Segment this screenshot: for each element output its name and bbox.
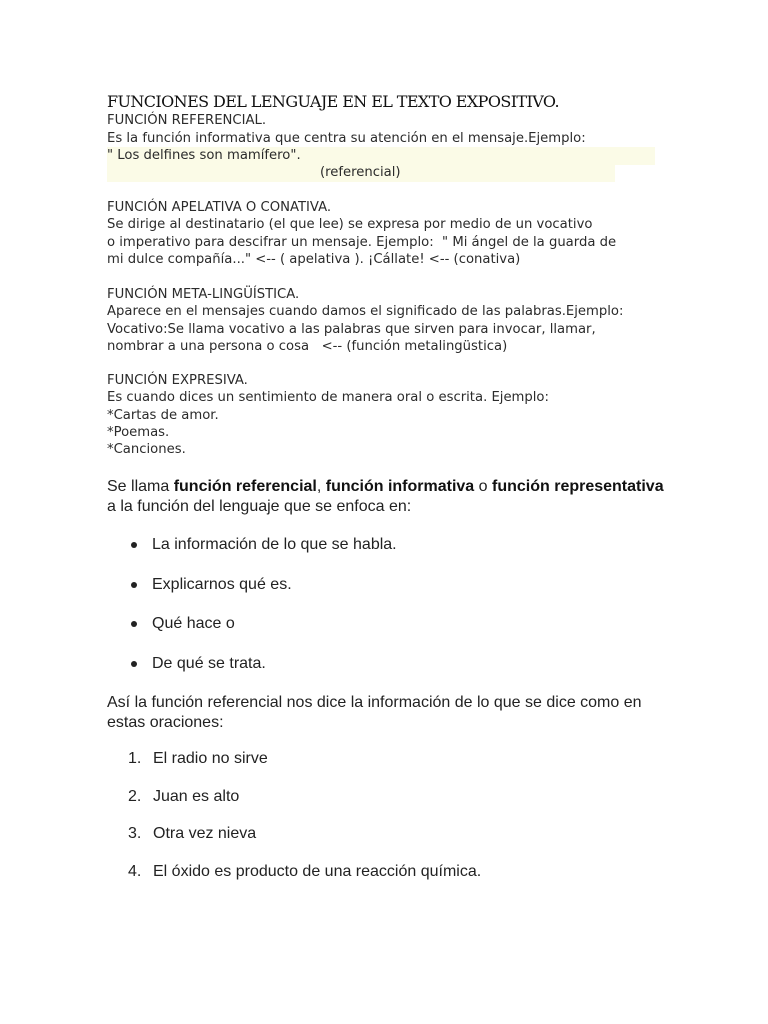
apelativa-line-2: o imperativo para descifrar un mensaje. Ejemplo: " Mi ángel de la guarda de <box>107 235 617 250</box>
metalinguistica-heading: FUNCIÓN META-LINGÜÍSTICA. <box>107 287 300 302</box>
list-item-text: Explicarnos qué es. <box>152 576 292 593</box>
intro-text-4: a la función del lenguaje que se enfoca en: <box>107 498 412 515</box>
apelativa-line-3: mi dulce compañía..." <-- ( apelativa ). ¡Cállate! <-- (conativa) <box>107 252 521 267</box>
expresiva-line-4: *Canciones. <box>107 442 186 457</box>
intro-paragraph <box>107 477 667 517</box>
expresiva-line-2: *Cartas de amor. <box>107 408 219 423</box>
list-item-text: El óxido es producto de una reacción química. <box>153 863 482 880</box>
document-title: FUNCIONES DEL LENGUAJE EN EL TEXTO EXPOSITIVO. <box>107 92 559 111</box>
list-item-text: El radio no sirve <box>153 750 268 767</box>
bullet-icon <box>131 661 137 667</box>
list-number: 2. <box>128 788 142 805</box>
apelativa-line-1: Se dirige al destinatario (el que lee) se expresa por medio de un vocativo <box>107 217 593 232</box>
list-item-text: De qué se trata. <box>152 655 266 672</box>
list-item-text: Qué hace o <box>152 615 235 632</box>
metalinguistica-line-1: Aparece en el mensajes cuando damos el significado de las palabras.Ejemplo: <box>107 304 624 319</box>
referencial-example: " Los delfines son mamífero". <box>107 147 655 165</box>
referencial-heading: FUNCIÓN REFERENCIAL. <box>107 113 267 128</box>
list-number: 1. <box>128 750 142 767</box>
metalinguistica-line-3: nombrar a una persona o cosa <-- (función metalingüstica) <box>107 339 508 354</box>
referencial-label: (referencial) <box>107 164 615 182</box>
expresiva-heading: FUNCIÓN EXPRESIVA. <box>107 373 248 388</box>
term-informativa: función informativa <box>325 478 475 495</box>
intro-text-1: Se llama <box>107 478 174 495</box>
bullet-icon <box>131 542 137 548</box>
term-representativa: función representativa <box>492 478 664 495</box>
metalinguistica-line-2: Vocativo:Se llama vocativo a las palabras que sirven para invocar, llamar, <box>107 322 596 337</box>
expresiva-line-3: *Poemas. <box>107 425 170 440</box>
expresiva-line-1: Es cuando dices un sentimiento de manera oral o escrita. Ejemplo: <box>107 390 549 405</box>
bullet-icon <box>131 621 137 627</box>
apelativa-heading: FUNCIÓN APELATIVA O CONATIVA. <box>107 200 332 215</box>
list-item-text: Otra vez nieva <box>153 825 257 842</box>
list-number: 3. <box>128 825 142 842</box>
intro-text-3: o <box>474 478 492 495</box>
bullet-icon <box>131 582 137 588</box>
referencial-definition: Es la función informativa que centra su atención en el mensaje.Ejemplo: <box>107 131 586 146</box>
list-number: 4. <box>128 863 142 880</box>
list-item-text: La información de lo que se habla. <box>152 536 397 553</box>
examples-intro-paragraph: Así la función referencial nos dice la información de lo que se dice como en estas oraciones: <box>107 694 642 731</box>
list-item-text: Juan es alto <box>153 788 240 805</box>
intro-text-2: , <box>316 478 326 495</box>
term-referencial: función referencial <box>173 478 317 495</box>
